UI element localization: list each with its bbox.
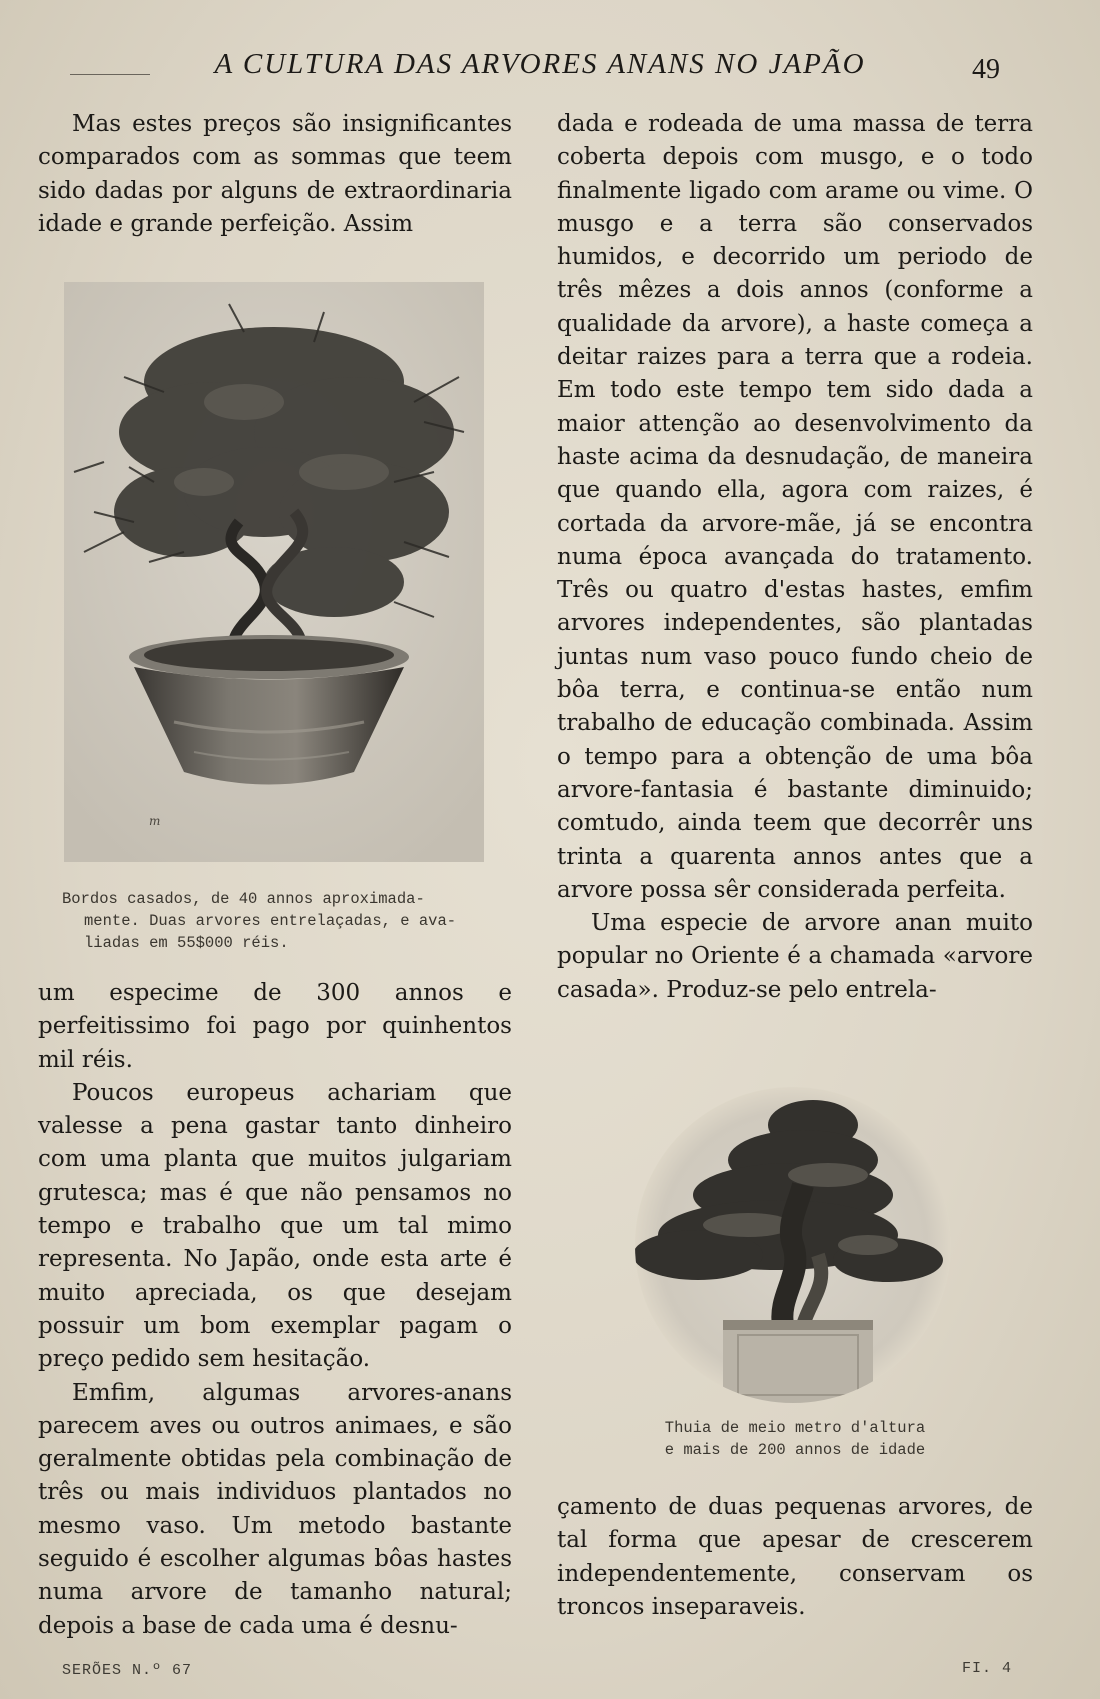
paragraph: Poucos europeus achariam que valesse a pena gastar tanto dinheiro com uma planta que muitos julgariam grutesca; mas é que não pensamos no tempo e trabalho que um tal mimo representa. No Japão, onde esta arte é muito apreciada, os que desejam possuir um bom exemplar pagam o preço pedido sem hesitação. bbox=[38, 1079, 512, 1373]
left-column-bottom bbox=[38, 977, 512, 1643]
photo-thuja bbox=[628, 1085, 958, 1405]
figure1-caption bbox=[62, 888, 502, 954]
paragraph-continuation: çamento de duas pequenas arvores, de tal forma que apesar de crescerem independentemente, conservam os troncos inseparaveis. bbox=[557, 1494, 1033, 1620]
caption-line: liadas em 55$000 réis. bbox=[84, 934, 289, 952]
running-title: A CULTURA DAS ARVORES ANANS NO JAPÃO bbox=[214, 48, 866, 80]
footer-issue: SERÕES N.º 67 bbox=[62, 1662, 193, 1679]
page-number: 49 bbox=[972, 54, 1000, 85]
paragraph-continuation: um especime de 300 annos e perfeitissimo foi pago por quinhentos mil réis. bbox=[38, 980, 512, 1073]
right-column-top bbox=[557, 108, 1033, 1007]
paragraph-continuation: dada e rodeada de uma massa de terra coberta depois com musgo, e o todo finalmente ligado com arame ou vime. O musgo e a terra são conservados humidos, e decorrido um periodo de três mêzes a dois annos (conforme a qualidade da arvore), a haste começa a deitar raizes para a terra que a rodeia. Em todo este tempo tem sido dada a maior attenção ao desenvolvimento da haste acima da desnudação, de maneira que quando ella, agora com raizes, é cortada da arvore-mãe, já se encontra numa época avançada do tratamento. Três ou quatro d'estas hastes, emfim arvores independentes, são plantadas juntas num vaso pouco fundo cheio de bôa terra, e continua-se então num trabalho de educação combinada. Assim o tempo para a obtenção de uma bôa arvore-fantasia é bastante diminuido; comtudo, ainda teem que decorrêr uns trinta a quarenta annos antes que a arvore possa sêr considerada perfeita. bbox=[557, 111, 1033, 903]
caption-line: e mais de 200 annos de idade bbox=[664, 1441, 926, 1459]
header-rule bbox=[70, 74, 150, 75]
caption-line: Bordos casados, de 40 annos aproximada- bbox=[62, 890, 425, 908]
paragraph: Uma especie de arvore anan muito popular no Oriente é a chamada «arvore casada». Produz-se pelo entrela- bbox=[557, 910, 1033, 1003]
figure2-caption bbox=[600, 1417, 990, 1461]
left-column-top bbox=[38, 108, 512, 241]
caption-line: mente. Duas arvores entrelaçadas, e ava- bbox=[84, 912, 457, 930]
photo-married-maples bbox=[64, 282, 484, 862]
footer-sheet-mark: FI. 4 bbox=[962, 1660, 1013, 1677]
photo-signature: m bbox=[149, 814, 161, 828]
caption-line: Thuia de meio metro d'altura bbox=[664, 1419, 926, 1437]
paragraph: Mas estes preços são insignificantes comparados com as sommas que teem sido dadas por alguns de extraordinaria idade e grande perfeição. Assim bbox=[38, 111, 512, 237]
paragraph: Emfim, algumas arvores-anans parecem aves ou outros animaes, e são geralmente obtidas pela combinação de três ou mais individuos plantados no mesmo vaso. Um metodo bastante seguido é escolher algumas bôas hastes numa arvore de tamanho natural; depois a base de cada uma é desnu- bbox=[38, 1379, 512, 1639]
right-column-bottom bbox=[557, 1491, 1033, 1624]
